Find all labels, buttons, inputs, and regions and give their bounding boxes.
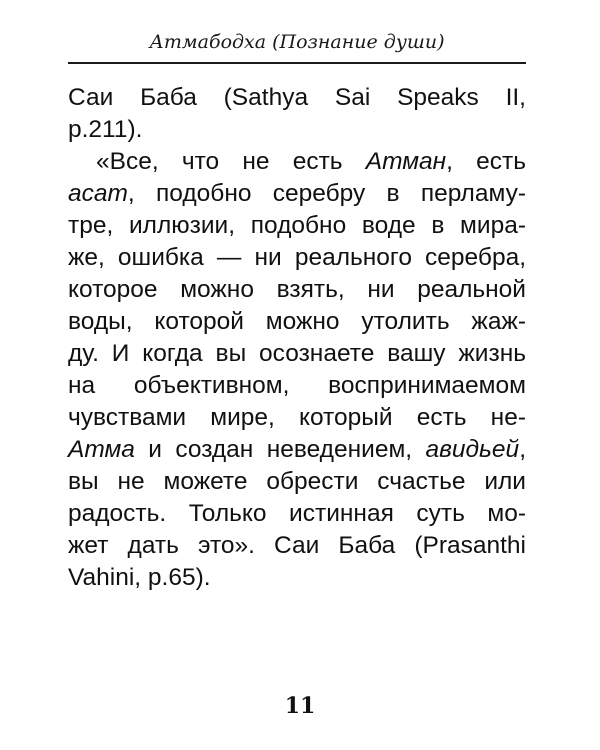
text-run: которое можно взять, ни реальной [68, 276, 526, 303]
text-run: ду. И когда вы осознаете вашу жизнь [68, 340, 526, 367]
text-run: чувствами мире, который есть не- [68, 404, 526, 431]
italic-term: авидьей [425, 436, 520, 463]
italic-term: асат [68, 180, 128, 207]
text-run: , [519, 436, 526, 463]
text-line [68, 530, 526, 562]
text-run: «Все, что не есть [96, 148, 366, 175]
text-run: жет дать это». Саи Баба (Prasanthi [68, 532, 526, 559]
text-line [68, 402, 526, 434]
running-header: Атмабодха (Познание души) [149, 31, 445, 53]
text-line [68, 210, 526, 242]
text-line [68, 178, 526, 210]
page-number: 11 [284, 693, 316, 719]
header-rule [68, 62, 526, 64]
text-line [68, 242, 526, 274]
text-line [68, 434, 526, 466]
text-line [68, 498, 526, 530]
text-line [68, 306, 526, 338]
text-line [68, 562, 526, 594]
text-run: и создан неведением, [134, 436, 426, 463]
text-line [68, 338, 526, 370]
text-line [68, 114, 526, 146]
italic-term: Атман [365, 148, 447, 175]
text-line [68, 370, 526, 402]
text-run: p.211). [68, 116, 143, 143]
text-run: , есть [446, 148, 526, 175]
italic-term: Атма [68, 436, 135, 463]
text-run: тре, иллюзии, подобно воде в мира- [68, 212, 526, 239]
text-run: Vahini, p.65). [68, 564, 211, 591]
text-run: радость. Только истинная суть мо- [68, 500, 526, 527]
text-line [68, 466, 526, 498]
text-run: , подобно серебру в перламу- [127, 180, 526, 207]
text-run: на объективном, воспринимаемом [68, 372, 526, 399]
text-line [68, 274, 526, 306]
text-run: же, ошибка — ни реального серебра, [68, 244, 526, 271]
body-text [68, 82, 526, 594]
text-line [68, 146, 526, 178]
text-run: воды, которой можно утолить жаж- [68, 308, 526, 335]
text-run: вы не можете обрести счастье или [68, 468, 526, 495]
text-run: Саи Баба (Sathya Sai Speaks II, [68, 84, 526, 111]
text-line [68, 82, 526, 114]
